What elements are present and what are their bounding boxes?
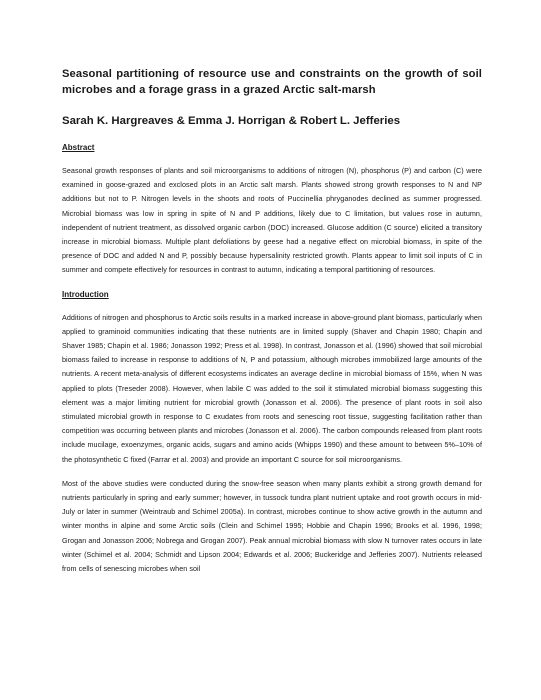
abstract-heading: Abstract bbox=[62, 143, 95, 152]
introduction-paragraph-1: Additions of nitrogen and phosphorus to Arctic soils results in a marked increase in above-ground plant biomass, particularly when applied to graminoid communities indicating that these nutrients are in limited supply (Shaver and Chapin 1980; Chapin and Shaver 1985; Chapin et al. 1986; Jonasson 1992; Press et al. 1998). In contrast, Jonasson et al. (1996) showed that soil microbial biomass failed to increase in response to additions of N, P and potassium, although microbes immobilized large amounts of the nutrients. A recent meta-analysis of different ecosystems indicates an average decline in microbial biomass of 15%, when N was applied to plots (Treseder 2008). However, when labile C was added to the soil it stimulated microbial biomass suggesting this element was a major limiting nutrient for microbial growth (Jonasson et al. 2006). The presence of plant roots in soil also stimulated microbial growth in response to C exudates from roots and senescing root tissue, suggesting facilitation rather than competition was occurring between plants and microbes (Jonasson et al. 2006). The carbon compounds released from plant roots include mucilage, exoenzymes, organic acids, sugars and amino acids (Whipps 1990) and these amount to between 5%–10% of the photosynthetic C fixed (Farrar et al. 2003) and provide an important C source for soil microorganisms. bbox=[62, 312, 482, 464]
introduction-heading: Introduction bbox=[62, 289, 109, 299]
paper-title: Seasonal partitioning of resource use and constraints on the growth of soil microbes and a forage grass in a grazed Arctic salt-marsh bbox=[62, 68, 482, 96]
paper-page bbox=[62, 66, 482, 576]
abstract-text: Seasonal growth responses of plants and soil microorganisms to additions of nitrogen (N), phosphorus (P) and carbon (C) were examined in goose-grazed and exclosed plots in an Arctic salt marsh. Plants showed strong growth responses to N and NP additions but not to P. Nitrogen levels in the shoots and roots of Puccinellia phryganodes declined as summer progressed. Microbial biomass was low in spring in spite of N and P additions, likely due to C limitation, but values rose in autumn, independent of nutrient treatment, as dissolved organic carbon (DOC) increased. Glucose addition (C source) elicited a transitory increase in microbial biomass. Multiple plant defoliations by geese had a negative effect on microbial biomass, in spite of the presence of DOC and added N and P, possibly because hypersalinity restricted growth. Plants appear to limit soil inputs of C in summer and compete effectively for resources in contrast to autumn, indicating a temporal partitioning of resources. bbox=[62, 166, 482, 275]
author-list: Sarah K. Hargreaves & Emma J. Horrigan & Robert L. Jefferies bbox=[62, 115, 401, 127]
introduction-paragraph-2: Most of the above studies were conducted during the snow-free season when many plants exhibit a strong growth demand for nutrients particularly in spring and early summer; however, in tussock tundra plant nutrient uptake and root growth occurs in mid-July or later in summer (Weintraub and Schimel 2005a). In contrast, microbes continue to show active growth in the autumn and winter months in alpine and some Arctic soils (Clein and Schimel 1995; Hobbie and Chapin 1996; Brooks et al. 1996, 1998; Grogan and Jonasson 2006; Nobrega and Grogan 2007). Peak annual microbial biomass with slow N turnover rates occurs in late winter (Schimel et al. 2004; Schmidt and Lipson 2004; Edwards et al. 2006; Buckeridge and Jefferies 2007). Nutrients released from cells of senescing microbes when soil bbox=[62, 478, 482, 574]
